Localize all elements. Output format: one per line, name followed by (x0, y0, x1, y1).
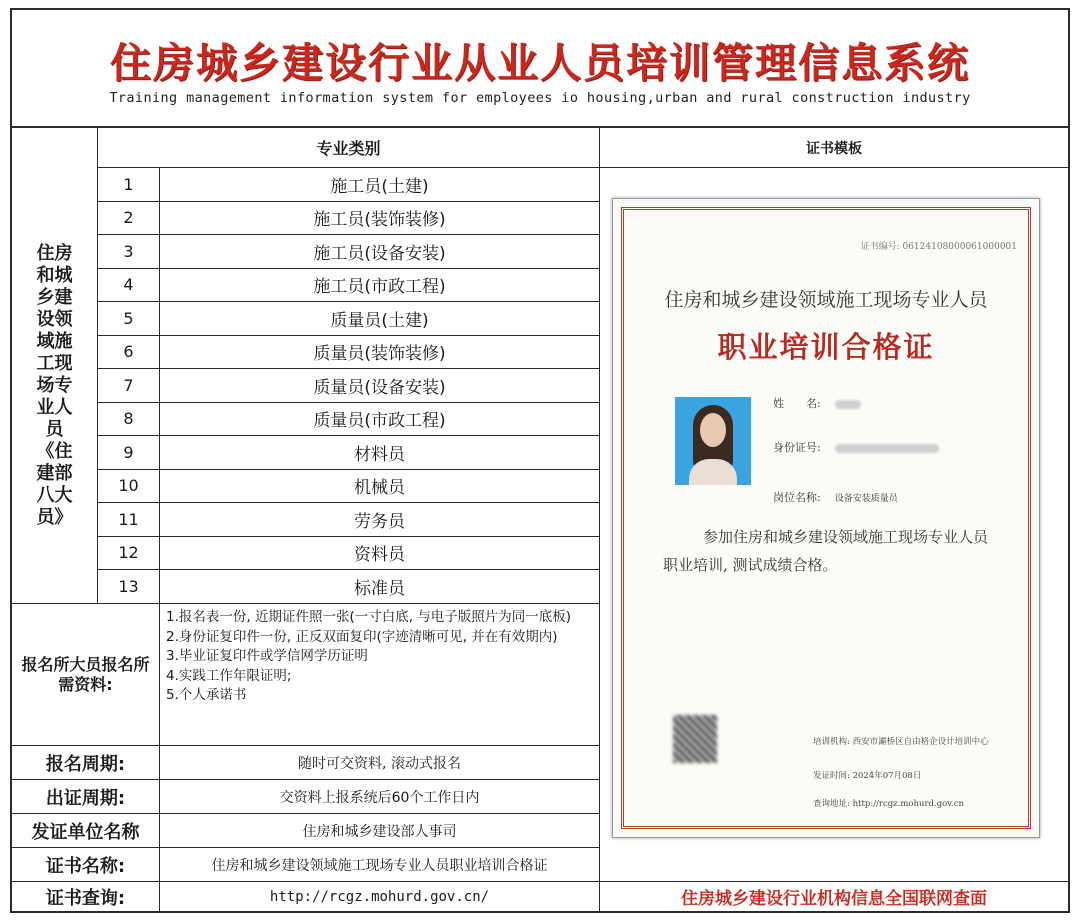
major-name: 标准员 (160, 570, 600, 604)
group-label-text: 住房和城乡建设领域施工现场专业人员《住建部八大员》 (36, 242, 73, 528)
major-number: 13 (98, 570, 160, 604)
certificate-template (612, 198, 1040, 838)
id-photo (675, 397, 751, 485)
major-name: 资料员 (160, 537, 600, 571)
major-name: 施工员(装饰装修) (160, 202, 600, 236)
major-name: 机械员 (160, 470, 600, 504)
id-redacted (835, 444, 939, 453)
post-field (773, 489, 898, 505)
name-label: 姓 名: (773, 397, 821, 410)
page-title: 住房城乡建设行业从业人员培训管理信息系统 (110, 39, 970, 87)
requirements-label: 报名所大员报名所需资料: (12, 604, 160, 746)
group-header-blank (12, 128, 98, 168)
major-name: 施工员(市政工程) (160, 269, 600, 303)
requirement-item: 4.实践工作年限证明; (166, 667, 292, 684)
page-subtitle: Training management information system for employees io housing,urban and rural construction industry (109, 90, 971, 106)
cert-name-value: 住房和城乡建设领域施工现场专业人员职业培训合格证 (160, 848, 600, 882)
enroll-period-value: 随时可交资料, 滚动式报名 (160, 746, 600, 780)
major-name: 施工员(设备安装) (160, 235, 600, 269)
major-name: 质量员(土建) (160, 302, 600, 336)
cert-query-url[interactable]: http://rcgz.mohurd.gov.cn/ (160, 882, 600, 911)
post-label: 岗位名称: (773, 491, 821, 504)
major-name: 劳务员 (160, 503, 600, 537)
major-number: 11 (98, 503, 160, 537)
major-number: 3 (98, 235, 160, 269)
group-label (12, 168, 98, 604)
issuer-value: 住房和城乡建设部人事司 (160, 814, 600, 848)
query-site-link[interactable]: 住房城乡建设行业机构信息全国联网查面 (681, 889, 987, 909)
major-number: 5 (98, 302, 160, 336)
requirement-item: 2.身份证复印件一份, 正反双面复印(字迹清晰可见, 并在有效期内) (166, 628, 558, 645)
major-number: 9 (98, 436, 160, 470)
id-field (773, 439, 939, 455)
requirement-item: 3.毕业证复印件或学信网学历证明 (166, 648, 368, 664)
qr-code (673, 715, 717, 763)
date-line (813, 769, 921, 781)
major-name: 质量员(设备安装) (160, 369, 600, 403)
id-label: 身份证号: (773, 441, 821, 454)
major-number: 1 (98, 168, 160, 202)
major-name: 质量员(市政工程) (160, 403, 600, 437)
cert-name-label: 证书名称: (12, 848, 160, 882)
date-value: 2024年07月08日 (852, 771, 922, 781)
major-number: 8 (98, 403, 160, 437)
issuer-label: 发证单位名称 (12, 814, 160, 848)
header (12, 10, 1068, 128)
enroll-period-label: 报名周期: (12, 746, 160, 780)
name-field (773, 395, 861, 411)
query-value: http://rcgz.mohurd.gov.cn (852, 799, 964, 809)
requirements-list (160, 604, 600, 746)
major-number: 2 (98, 202, 160, 236)
major-header: 专业类别 (98, 128, 600, 168)
major-number: 4 (98, 269, 160, 303)
cert-header: 证书模板 (600, 128, 1068, 168)
certificate-main-title: 职业培训合格证 (717, 330, 935, 364)
post-value: 设备安装质量员 (834, 494, 898, 504)
issue-period-label: 出证周期: (12, 780, 160, 814)
certificate-body: 参加住房和城乡建设领域施工现场专业人员职业培训, 测试成绩合格。 (663, 528, 989, 574)
major-number: 6 (98, 336, 160, 370)
certificate-serial: 证书编号: 06124108000061000001 (860, 242, 1017, 252)
issue-period-value: 交资料上报系统后60个工作日内 (160, 780, 600, 814)
requirement-item: 1.报名表一份, 近期证件照一张(一寸白底, 与电子版照片为同一底板) (166, 609, 572, 625)
query-label: 查询地址: (813, 799, 850, 809)
major-name: 质量员(装饰装修) (160, 336, 600, 370)
certificate-title: 住房和城乡建设领域施工现场专业人员 (664, 289, 988, 311)
org-line (813, 735, 989, 747)
major-name: 材料员 (160, 436, 600, 470)
org-label: 培训机构: (813, 737, 850, 747)
name-redacted (835, 400, 861, 409)
major-number: 12 (98, 537, 160, 571)
org-value: 西安市灞桥区自由格企设计培训中心 (852, 737, 989, 747)
query-line (813, 797, 964, 809)
major-number: 10 (98, 470, 160, 504)
major-name: 施工员(土建) (160, 168, 600, 202)
date-label: 发证时间: (813, 771, 850, 781)
cert-query-label: 证书查询: (12, 882, 160, 911)
requirement-item: 5.个人承诺书 (166, 687, 247, 703)
major-number: 7 (98, 369, 160, 403)
